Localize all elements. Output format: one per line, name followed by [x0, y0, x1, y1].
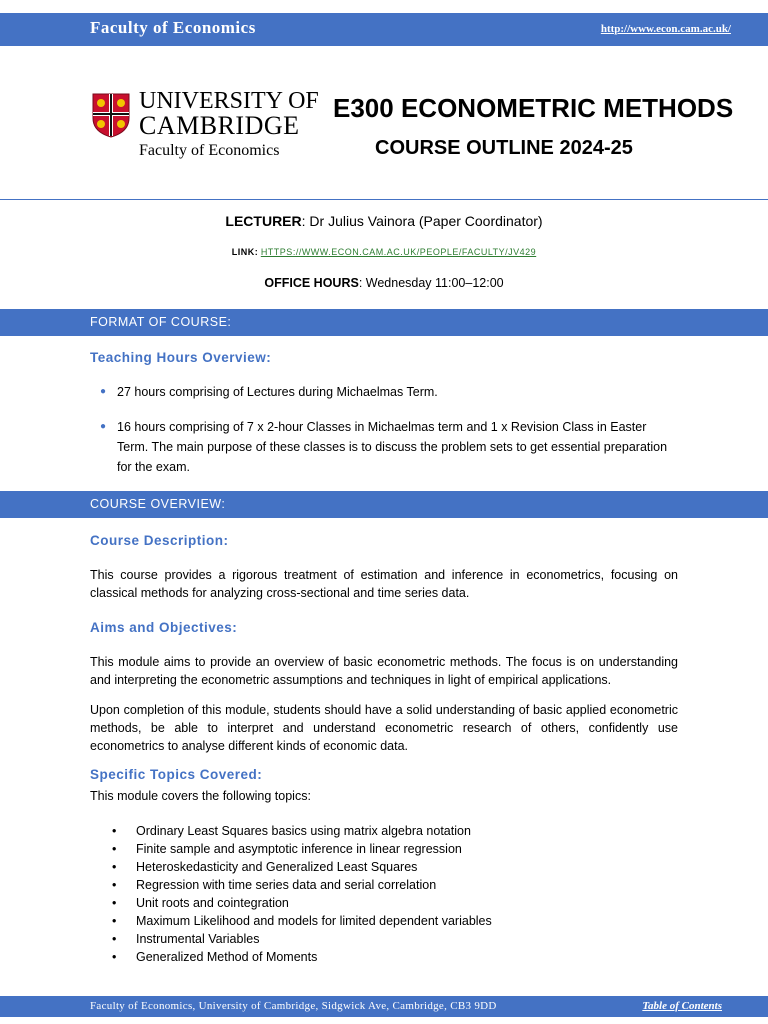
- logo-line-2: CAMBRIDGE: [139, 111, 300, 140]
- list-item: • Instrumental Variables: [90, 930, 650, 948]
- university-crest-icon: [91, 92, 131, 138]
- bullet-icon: ●: [100, 386, 107, 397]
- list-item: • Unit roots and cointegration: [90, 894, 650, 912]
- teaching-hours-heading: Teaching Hours Overview:: [90, 350, 272, 365]
- section-title-format: FORMAT OF COURSE:: [90, 315, 232, 329]
- list-item: • Ordinary Least Squares basics using matrix algebra notation: [90, 822, 650, 840]
- header-faculty: Faculty of Economics: [90, 18, 256, 37]
- cambridge-logo: [91, 88, 321, 162]
- bullet-icon: ●: [100, 421, 107, 432]
- course-description-text: This course provides a rigorous treatment of estimation and inference in econometrics, focusing on classical methods for analyzing cross-sectional and time series data.: [90, 568, 678, 600]
- lecturer-profile-link[interactable]: HTTPS://WWW.ECON.CAM.AC.UK/PEOPLE/FACULTY/JV429: [260, 247, 537, 257]
- section-bar-overview: [0, 491, 768, 518]
- topics-heading: Specific Topics Covered:: [90, 767, 263, 782]
- office-hours-value: : Wednesday 11:00–12:00: [358, 276, 504, 290]
- logo-line-1: UNIVERSITY OF: [139, 88, 319, 114]
- course-subtitle: COURSE OUTLINE 2024-25: [375, 137, 633, 159]
- header-bar: [0, 13, 768, 46]
- logo-line-3: Faculty of Economics: [139, 142, 280, 159]
- header-url-link[interactable]: http://www.econ.cam.ac.uk/: [600, 23, 731, 35]
- aims-paragraph-1: This module aims to provide an overview of basic econometric methods. The focus is on understanding and interpreting the econometric assumptions and techniques in light of empirical applications.: [90, 655, 678, 687]
- footer-bar: [0, 996, 768, 1017]
- divider: [0, 199, 768, 200]
- course-description-heading: Course Description:: [90, 533, 229, 548]
- list-item: • Generalized Method of Moments: [90, 948, 650, 966]
- lecturer-label: LECTURER: [225, 213, 302, 229]
- aims-paragraph-2: Upon completion of this module, students should have a solid understanding of basic applied econometric methods, be able to interpret and understand econometric research of others, confidently use econometrics to analyse different kinds of economic data.: [90, 703, 678, 753]
- office-hours-label: OFFICE HOURS: [264, 276, 359, 290]
- topics-intro: This module covers the following topics:: [90, 789, 311, 803]
- section-bar-format: [0, 309, 768, 336]
- course-title: E300 ECONOMETRIC METHODS: [333, 93, 734, 123]
- list-item: • Regression with time series data and serial correlation: [90, 876, 650, 894]
- section-title-overview: COURSE OVERVIEW:: [90, 497, 226, 511]
- link-label: LINK:: [231, 247, 259, 257]
- aims-heading: Aims and Objectives:: [90, 620, 238, 635]
- topics-list: [90, 822, 650, 966]
- table-of-contents-link[interactable]: Table of Contents: [642, 1000, 722, 1012]
- lecturer-link-line: [0, 247, 768, 257]
- list-item: • Maximum Likelihood and models for limited dependent variables: [90, 912, 650, 930]
- list-item: • Heteroskedasticity and Generalized Least Squares: [90, 858, 650, 876]
- lecturer-line: [0, 213, 768, 229]
- footer-address: Faculty of Economics, University of Cambridge, Sidgwick Ave, Cambridge, CB3 9DD: [90, 1000, 497, 1012]
- list-item: • Finite sample and asymptotic inference in linear regression: [90, 840, 650, 858]
- lecturer-name: : Dr Julius Vainora (Paper Coordinator): [301, 213, 543, 229]
- office-hours-line: [0, 276, 768, 290]
